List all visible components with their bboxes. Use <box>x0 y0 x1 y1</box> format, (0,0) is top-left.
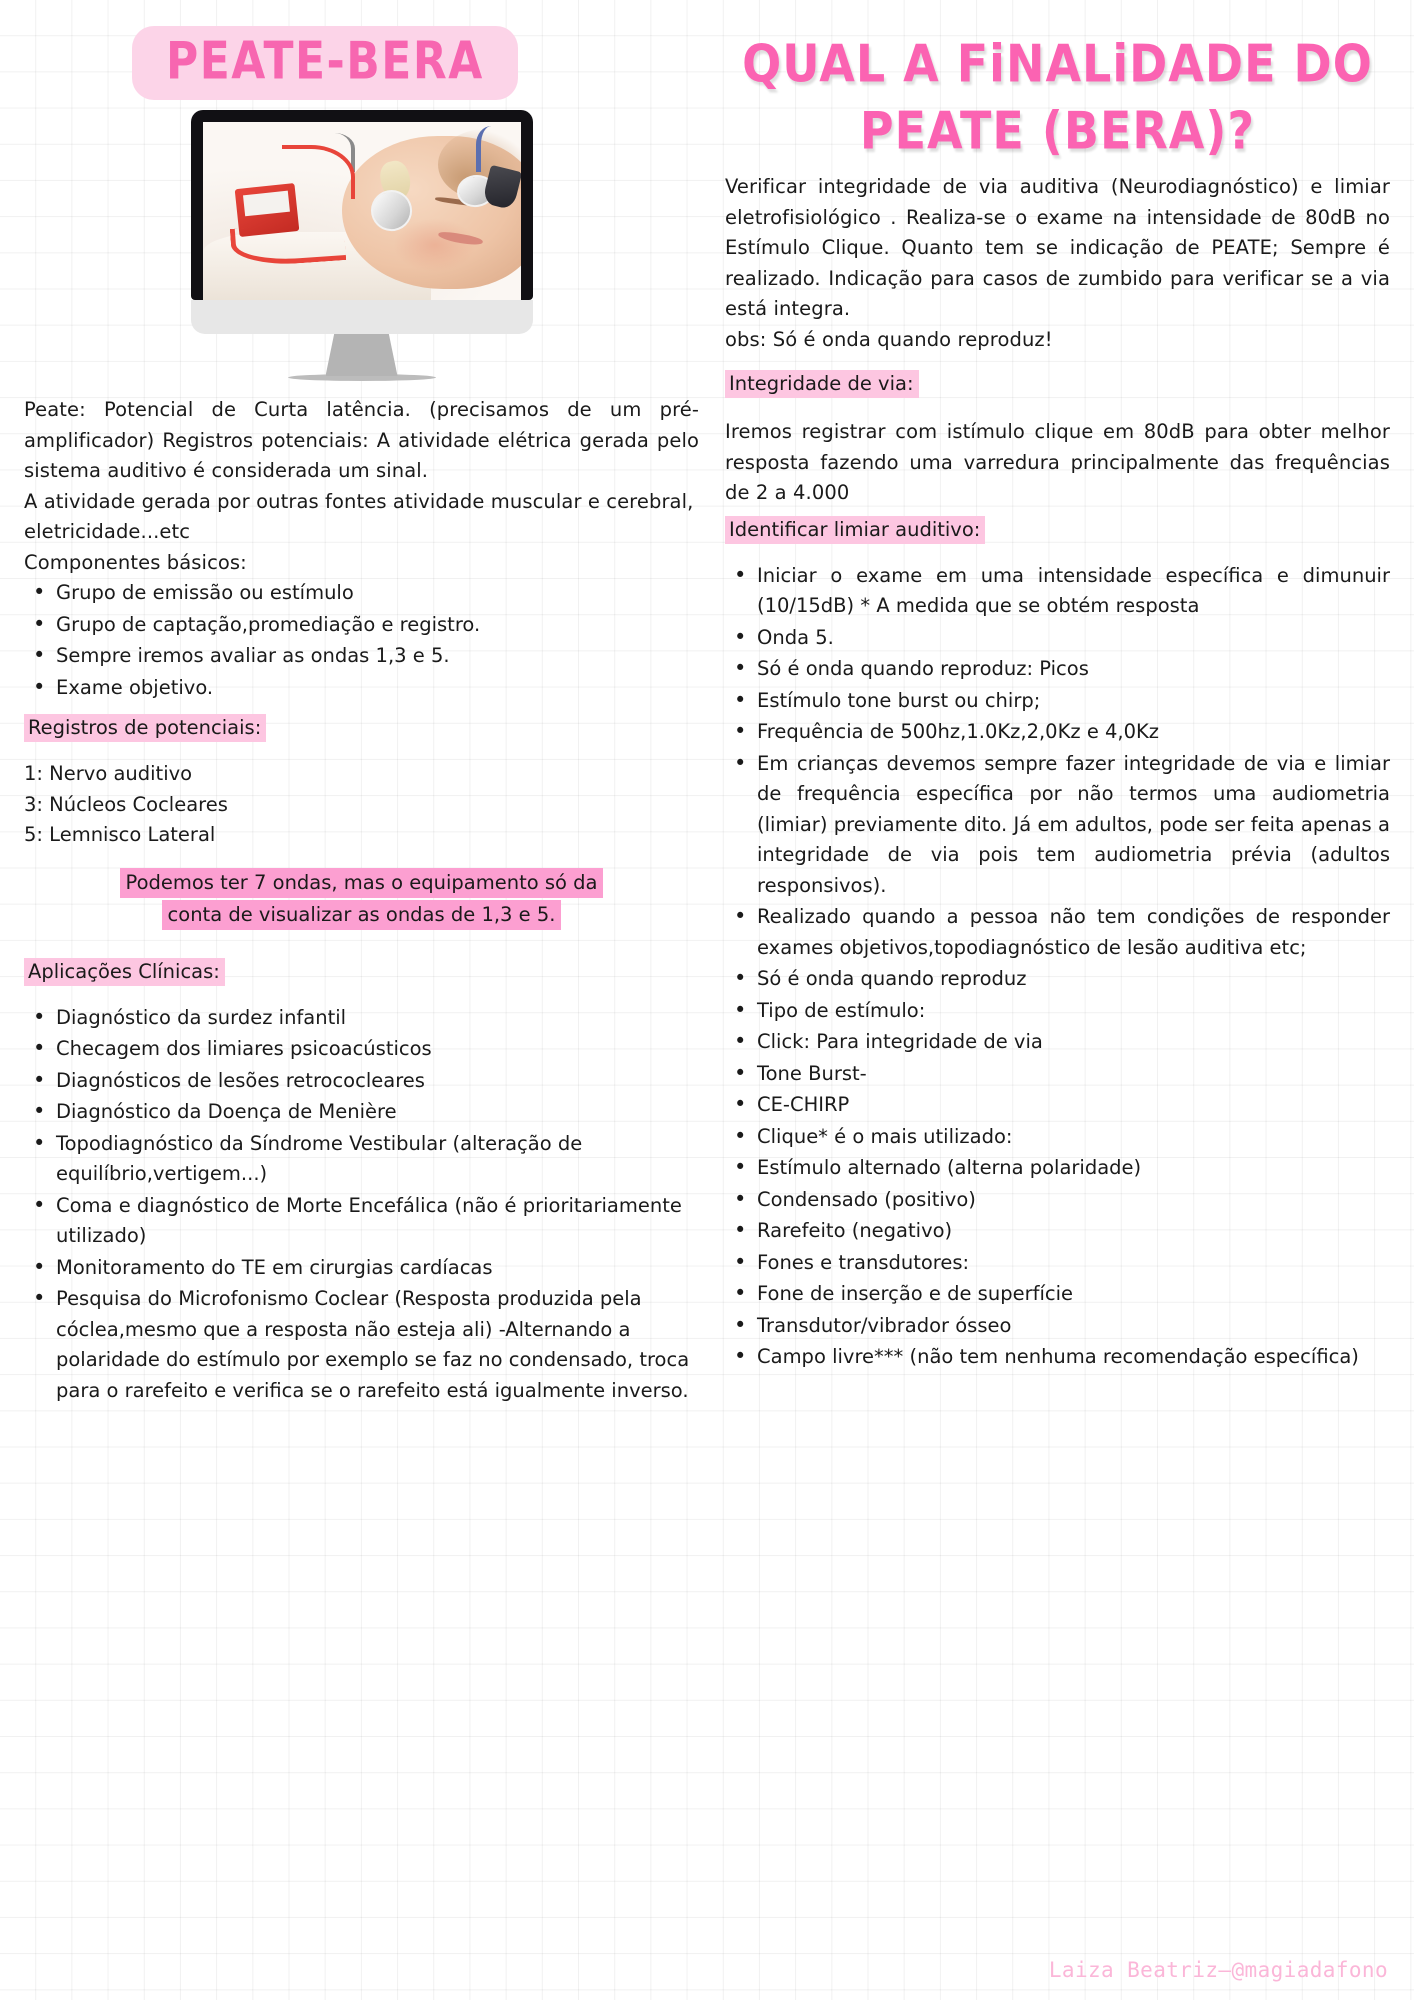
monitor-chin <box>191 300 533 334</box>
list-item: • Exame objetivo. <box>24 673 699 704</box>
list-item: • Transdutor/vibrador ósseo <box>725 1311 1390 1342</box>
list-item: • Rarefeito (negativo) <box>725 1216 1390 1247</box>
list-item: • Pesquisa do Microfonismo Coclear (Resposta produzida pela cóclea,mesmo que a resposta não esteja ali) -Alternando a polaridade do estímulo por exemplo se faz no condensado, troca para o rarefeito e verifica se o rarefeito está igualmente inverso. <box>24 1284 699 1406</box>
list-item: • Monitoramento do TE em cirurgias cardíacas <box>24 1253 699 1284</box>
list-item: • Clique* é o mais utilizado: <box>725 1122 1390 1153</box>
right-title-line-2: PEATE (BERA)? <box>859 100 1256 162</box>
list-item: • Estímulo tone burst ou chirp; <box>725 686 1390 717</box>
intro-paragraph-2: A atividade gerada por outras fontes atividade muscular e cerebral, eletricidade...etc <box>24 489 694 543</box>
list-item: • Só é onda quando reproduz <box>725 964 1390 995</box>
list-item: • Click: Para integridade de via <box>725 1027 1390 1058</box>
monitor-bezel <box>191 110 533 300</box>
list-item: • Fones e transdutores: <box>725 1248 1390 1279</box>
aplicacoes-header: Aplicações Clínicas: <box>24 958 225 986</box>
list-item: • Coma e diagnóstico de Morte Encefálica (não é prioritariamente utilizado) <box>24 1191 699 1252</box>
list-item: • Tipo de estímulo: <box>725 996 1390 1027</box>
limiar-header-row <box>725 515 1390 545</box>
list-item: • Em crianças devemos sempre fazer integridade de via e limiar de frequência específica por não termos uma audiometria (limiar) previamente dito. Já em adultos, pode ser feita apenas a integridade de via pois tem audiometria prévia (adultos responsivos). <box>725 749 1390 902</box>
list-item: • Diagnóstico da surdez infantil <box>24 1003 699 1034</box>
componentes-label: Componentes básicos: <box>24 550 247 574</box>
list-item: • Checagem dos limiares psicoacústicos <box>24 1034 699 1065</box>
callout-box <box>24 867 699 931</box>
aplicacoes-header-row <box>24 957 699 987</box>
list-item: • Sempre iremos avaliar as ondas 1,3 e 5. <box>24 641 699 672</box>
registro-line: 1: Nervo auditivo <box>24 762 193 785</box>
list-item: • Estímulo alternado (alterna polaridade) <box>725 1153 1390 1184</box>
list-item: • Tone Burst- <box>725 1059 1390 1090</box>
list-item: • CE-CHIRP <box>725 1090 1390 1121</box>
registros-header: Registros de potenciais: <box>24 714 266 742</box>
list-item: • Topodiagnóstico da Síndrome Vestibular (alteração de equilíbrio,vertigem...) <box>24 1129 699 1190</box>
list-item: • Grupo de captação,promediação e registro. <box>24 610 699 641</box>
list-item: • Só é onda quando reproduz: Picos <box>725 654 1390 685</box>
list-item: • Campo livre*** (não tem nenhuma recomendação específica) <box>725 1342 1390 1373</box>
list-item: • Grupo de emissão ou estímulo <box>24 578 699 609</box>
list-item: • Diagnóstico da Doença de Menière <box>24 1097 699 1128</box>
right-title <box>725 30 1390 164</box>
registro-line: 5: Lemnisco Lateral <box>24 823 216 846</box>
list-item: • Condensado (positivo) <box>725 1185 1390 1216</box>
callout-line-1: Podemos ter 7 ondas, mas o equipamento só da <box>120 868 604 898</box>
list-item: • Fone de inserção e de superfície <box>725 1279 1390 1310</box>
callout-line-2: conta de visualizar as ondas de 1,3 e 5. <box>162 900 562 930</box>
list-item: • Realizado quando a pessoa não tem condições de responder exames objetivos,topodiagnóstico de lesão auditiva etc; <box>725 902 1390 963</box>
intro-paragraph: Peate: Potencial de Curta latência. (precisamos de um pré-amplificador) Registros potenciais: A atividade elétrica gerada pelo sistema auditivo é considerada um sinal. <box>24 398 699 482</box>
right-intro-paragraph: Verificar integridade de via auditiva (Neurodiagnóstico) e limiar eletrofisiológico . Realiza-se o exame na intensidade de 80dB no Estímulo Clique. Quanto tem se indicação de PEATE; Sempre é realizado. Indicação para casos de zumbido para verificar se a via está integra. <box>725 175 1390 320</box>
limiar-list <box>725 561 1390 1373</box>
monitor-stand-neck <box>326 334 398 376</box>
integridade-header: Integridade de via: <box>725 370 919 398</box>
list-item: • Iniciar o exame em uma intensidade específica e dimunuir (10/15dB) * A medida que se obtém resposta <box>725 561 1390 622</box>
list-item: • Frequência de 500hz,1.0Kz,2,0Kz e 4,0Kz <box>725 717 1390 748</box>
list-item: • Onda 5. <box>725 623 1390 654</box>
obs-line: obs: Só é onda quando reproduz! <box>725 327 1053 351</box>
registro-line: 3: Núcleos Cocleares <box>24 792 228 816</box>
right-column <box>707 0 1396 2000</box>
componentes-list <box>24 578 699 703</box>
integridade-header-row <box>725 369 1390 399</box>
page-title: PEATE-BERA <box>166 31 484 92</box>
author-signature: Laiza Beatriz–@magiadafono <box>1048 1958 1388 1982</box>
bera-exam-photo <box>203 122 521 300</box>
aplicacoes-list <box>24 1003 699 1407</box>
registros-header-row <box>24 713 699 743</box>
integridade-paragraph: Iremos registrar com istímulo clique em 80dB para obter melhor resposta fazendo uma varredura principalmente das frequências de 2 a 4.000 <box>725 420 1390 504</box>
right-title-line-1: QUAL A FiNALiDADE DO <box>742 33 1373 94</box>
monitor-illustration <box>24 110 699 381</box>
list-item: • Diagnósticos de lesões retrococleares <box>24 1066 699 1097</box>
limiar-header: Identificar limiar auditivo: <box>725 516 985 544</box>
monitor-screen <box>203 122 521 300</box>
left-column <box>18 0 707 2000</box>
page-title-pill <box>132 26 518 100</box>
